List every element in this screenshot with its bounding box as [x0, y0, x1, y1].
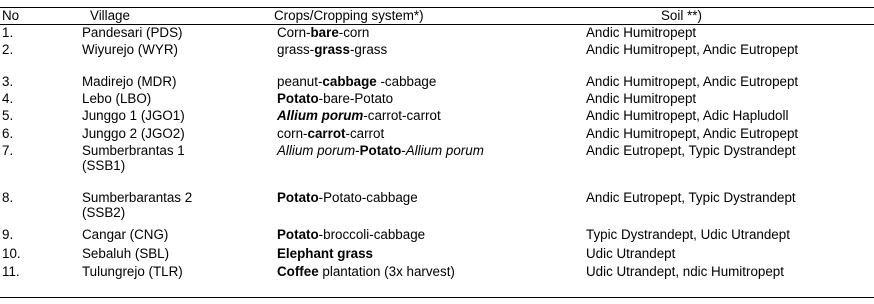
top-rule	[0, 7, 874, 8]
crop-segment: Potato	[277, 227, 319, 242]
row-no: 11.	[2, 264, 20, 279]
crop-segment: grass-	[277, 42, 315, 57]
row-village: Madirejo (MDR)	[82, 74, 177, 89]
row-no: 3.	[2, 74, 14, 89]
row-village: Lebo (LBO)	[82, 91, 152, 106]
crop-segment: Potato	[359, 143, 402, 158]
row-no: 9.	[2, 227, 14, 242]
row-village: Cangar (CNG)	[82, 227, 169, 242]
row-no: 4.	[2, 91, 14, 106]
crop-segment: peanut-	[277, 74, 323, 89]
crop-segment: -carrot	[345, 126, 385, 141]
crop-segment: carrot	[307, 126, 346, 141]
bottom-rule	[0, 297, 874, 298]
row-crops	[277, 264, 455, 279]
row-soil: Andic Humitropept	[586, 91, 697, 106]
row-village: Sumberbarantas 2	[82, 190, 193, 205]
crop-segment: -carrot-carrot	[363, 108, 441, 123]
row-village: Junggo 1 (JGO1)	[82, 108, 185, 123]
crop-segment: Allium porum	[277, 108, 364, 123]
crop-segment: -broccoli-cabbage	[318, 227, 426, 242]
row-crops	[277, 74, 436, 89]
row-no: 10.	[2, 246, 21, 261]
row-village: Sebaluh (SBL)	[82, 246, 170, 261]
row-crops	[277, 246, 373, 261]
row-no: 6.	[2, 126, 14, 141]
row-village: Tulungrejo (TLR)	[82, 264, 183, 279]
row-no: 7.	[2, 143, 14, 158]
crop-segment: Corn-	[277, 25, 311, 40]
row-no: 8.	[2, 190, 14, 205]
header-soil: Soil **)	[661, 8, 702, 23]
row-village: (SSB1)	[82, 158, 126, 173]
row-soil: Andic Humitropept, Andic Eutropept	[586, 126, 799, 141]
row-no: 2.	[2, 42, 14, 57]
crop-segment: grass	[314, 42, 350, 57]
header-no: No	[2, 8, 20, 23]
row-soil: Typic Dystrandept, Udic Utrandept	[586, 227, 790, 242]
row-village: (SSB2)	[82, 205, 126, 220]
row-soil: Udic Utrandept	[586, 246, 676, 261]
row-crops	[277, 126, 384, 141]
crop-segment: -Potato-cabbage	[318, 190, 418, 205]
crop-segment: -cabbage	[376, 74, 437, 89]
row-soil: Andic Humitropept, Andic Eutropept	[586, 42, 799, 57]
row-no: 5.	[2, 108, 14, 123]
row-no: 1.	[2, 25, 14, 40]
row-soil: Andic Humitropept, Andic Eutropept	[586, 74, 799, 89]
crop-segment: Elephant grass	[277, 246, 373, 261]
row-soil: Andic Eutropept, Typic Dystrandept	[586, 190, 796, 205]
row-soil: Andic Eutropept, Typic Dystrandept	[586, 143, 796, 158]
crop-segment: -grass	[349, 42, 388, 57]
crop-segment: bare	[310, 25, 339, 40]
crop-segment: plantation (3x harvest)	[318, 264, 455, 279]
row-village: Wiyurejo (WYR)	[82, 42, 178, 57]
row-crops	[277, 227, 425, 242]
crop-segment: -bare-Potato	[318, 91, 394, 106]
crop-segment: Potato	[277, 190, 319, 205]
row-crops	[277, 143, 484, 158]
row-village: Junggo 2 (JGO2)	[82, 126, 185, 141]
header-village: Village	[90, 8, 130, 23]
row-village: Sumberbrantas 1	[82, 143, 185, 158]
crop-segment: -	[355, 143, 360, 158]
header-crops: Crops/Cropping system*)	[274, 8, 424, 23]
row-village: Pandesari (PDS)	[82, 25, 183, 40]
row-soil: Andic Humitropept	[586, 25, 697, 40]
row-crops	[277, 108, 441, 123]
row-crops	[277, 42, 387, 57]
crop-segment: cabbage	[322, 74, 377, 89]
crop-segment: Allium porum	[277, 143, 356, 158]
row-crops	[277, 91, 393, 106]
row-soil: Udic Utrandept, ndic Humitropept	[586, 264, 784, 279]
crop-segment: -	[401, 143, 406, 158]
crop-segment: Potato	[277, 91, 319, 106]
crop-segment: corn-	[277, 126, 308, 141]
row-crops	[277, 25, 369, 40]
row-soil: Andic Humitropept, Adic Hapludoll	[586, 108, 789, 123]
crop-segment: -corn	[338, 25, 370, 40]
row-crops	[277, 190, 418, 205]
crop-segment: Coffee	[277, 264, 319, 279]
crop-segment: Allium porum	[405, 143, 484, 158]
